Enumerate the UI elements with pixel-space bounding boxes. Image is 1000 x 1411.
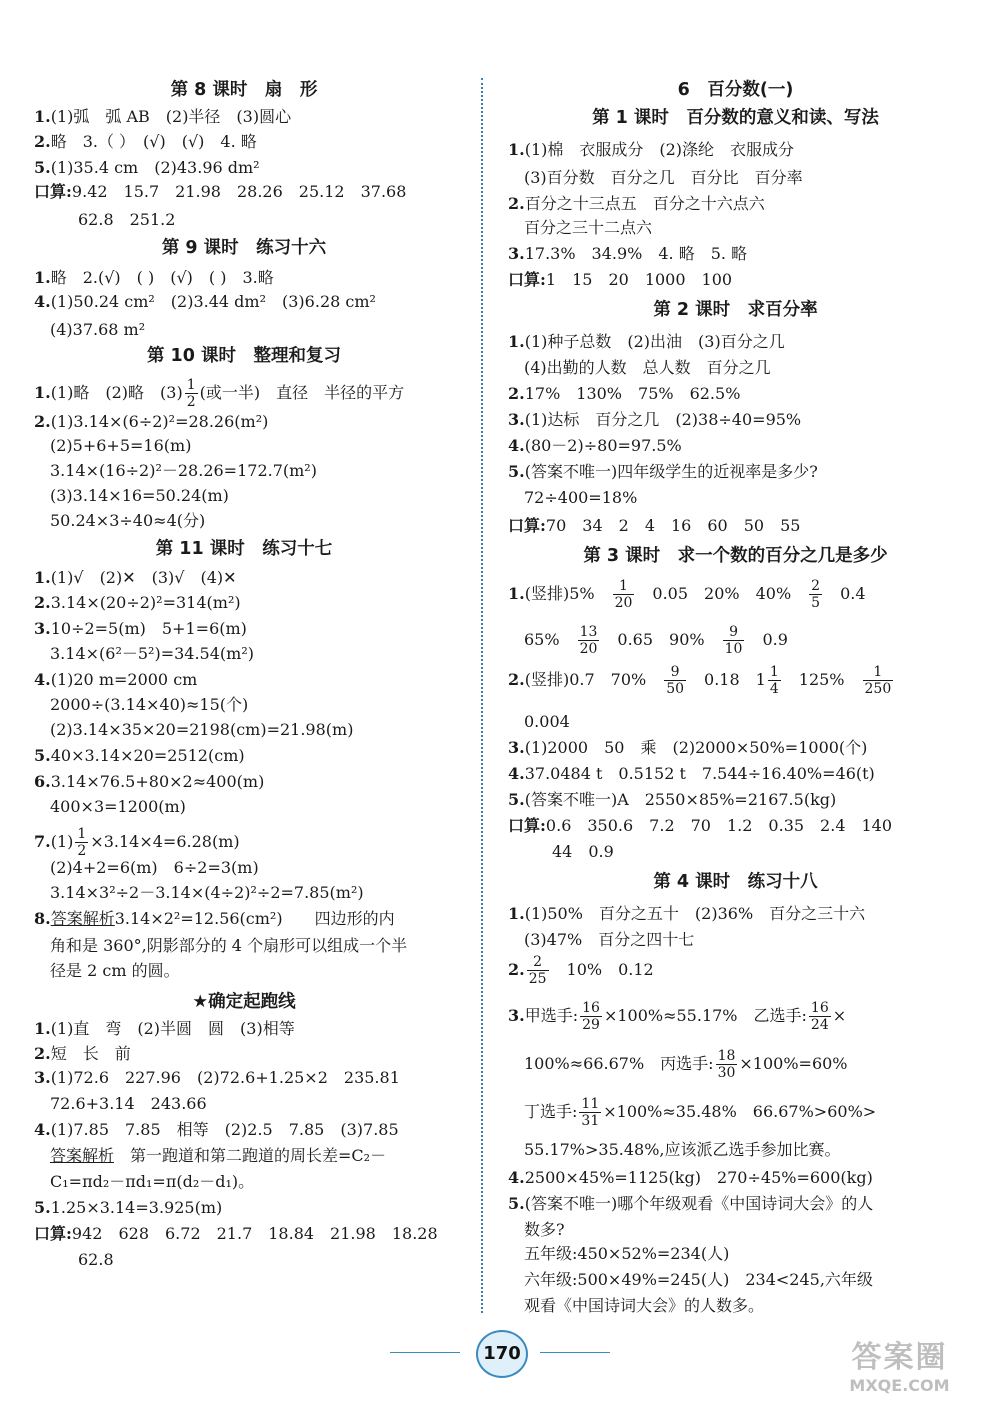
- line-text: 3.14×(20÷2)²=314(m²): [50, 593, 241, 612]
- line-text: 四边形的内: [298, 909, 395, 928]
- line-text: 第 11 课时 练习十七: [155, 539, 333, 559]
- answer-line: [34, 484, 229, 508]
- item-number: 1.: [508, 584, 525, 603]
- line-text: (1)弧 弧 AB (2)半径 (3)圆心: [50, 107, 292, 126]
- line-text: 略 2.(√) ( ) (√) ( ) 3.略: [50, 268, 274, 287]
- line-text: 百分之三十二点六: [524, 218, 653, 237]
- item-number: 1.: [34, 268, 51, 287]
- item-number: 1.: [34, 568, 51, 587]
- line-text: (1)50% 百分之五十 (2)36% 百分之三十六: [524, 904, 866, 923]
- line-text: 3.14×2²=12.56(cm²): [114, 909, 299, 928]
- fraction: $\frac{18}{30}$: [717, 1048, 736, 1081]
- footer-rule-left: [390, 1352, 460, 1353]
- line-text: 2500×45%=1125(kg) 270÷45%=600(kg): [524, 1168, 873, 1187]
- section-heading: [34, 344, 454, 368]
- item-number: 1.: [34, 107, 51, 126]
- line-text: 0.18 1: [688, 670, 766, 689]
- line-text: 125%: [782, 670, 861, 689]
- line-text: 丁选手:: [524, 1102, 578, 1121]
- line-text: ×100%≈35.48% 66.67%>60%>: [603, 1102, 877, 1121]
- section-heading: [34, 236, 454, 260]
- line-text: 0.004: [524, 712, 570, 731]
- line-text: (竖排)5%: [524, 584, 611, 603]
- fraction: $\frac{16}{24}$: [810, 1000, 829, 1033]
- item-number: 口算:: [34, 1224, 72, 1243]
- answer-line: [34, 1248, 114, 1272]
- line-text: ×100%=60%: [739, 1054, 848, 1073]
- line-text: (答案不唯一)A 2550×85%=2167.5(kg): [524, 790, 837, 809]
- answer-line: [34, 1092, 207, 1116]
- line-text: 径是 2 cm 的圆。: [50, 961, 180, 980]
- answer-line: [34, 744, 245, 768]
- item-number: 1.: [508, 332, 525, 351]
- line-text: 2000÷(3.14×40)≈15(个): [50, 695, 249, 714]
- fraction: $\frac{1}{4}$: [769, 664, 779, 697]
- line-text: (1)50.24 cm² (2)3.44 dm² (3)6.28 cm²: [50, 292, 376, 311]
- answer-line: [508, 486, 637, 510]
- answer-line: [34, 130, 257, 154]
- line-text: 50.24×3÷40≈4(分): [50, 511, 206, 530]
- line-text: 17% 130% 75% 62.5%: [524, 384, 741, 403]
- line-text: 1 15 20 1000 100: [545, 270, 733, 289]
- answer-line: [508, 840, 614, 864]
- answer-line: [508, 434, 682, 458]
- answer-line: [508, 1294, 764, 1318]
- line-text: 第 2 课时 求百分率: [653, 300, 818, 320]
- answer-line: [34, 934, 407, 958]
- answer-line: [508, 1192, 873, 1216]
- line-text: 62.8: [78, 1250, 114, 1269]
- fraction: $\frac{9}{50}$: [666, 664, 685, 697]
- answer-line: [34, 566, 237, 590]
- line-text: 1.25×3.14=3.925(m): [50, 1198, 223, 1217]
- line-text: (2)5+6+5=16(m): [50, 436, 192, 455]
- answer-line: [508, 762, 875, 786]
- answer-line: [34, 693, 248, 717]
- answer-line: [34, 617, 247, 641]
- item-number: 3.: [508, 738, 525, 757]
- item-number: 8.: [34, 909, 51, 928]
- watermark-en: MXQE.COM: [849, 1376, 950, 1395]
- answer-line: [34, 156, 260, 180]
- section-heading: [508, 870, 963, 894]
- answer-line: [508, 1218, 565, 1242]
- line-text: (竖排)0.7 70%: [524, 670, 663, 689]
- answer-line: [34, 459, 317, 483]
- column-divider: [481, 78, 483, 1313]
- line-text: (3)3.14×16=50.24(m): [50, 486, 229, 505]
- line-text: 0.4: [824, 584, 866, 603]
- line-text: 第 3 课时 求一个数的百分之几是多少: [583, 546, 888, 566]
- item-number: 3.: [34, 1068, 51, 1087]
- line-text: (1)√ (2)✕ (3)√ (4)✕: [50, 568, 237, 587]
- item-number: 5.: [34, 158, 51, 177]
- answer-line: [508, 242, 747, 266]
- answer-line: [508, 166, 803, 190]
- section-heading: [34, 537, 454, 561]
- answer-line: [508, 1242, 729, 1266]
- line-text: (或一半) 直径 半径的平方: [199, 383, 405, 402]
- line-text: 数多?: [524, 1220, 565, 1239]
- item-number: 1.: [508, 140, 525, 159]
- line-text: 72.6+3.14 243.66: [50, 1094, 207, 1113]
- item-number: 4.: [34, 292, 51, 311]
- line-text: 10÷2=5(m) 5+1=6(m): [50, 619, 247, 638]
- fraction: $\frac{1}{2}$: [186, 377, 196, 410]
- item-number: 4.: [508, 1168, 525, 1187]
- line-text: (3)47% 百分之四十七: [524, 930, 695, 949]
- fraction: $\frac{1}{250}$: [864, 664, 892, 697]
- answer-line: [508, 1268, 873, 1292]
- answer-line: [508, 382, 740, 406]
- line-text: (2)4+2=6(m) 6÷2=3(m): [50, 858, 259, 877]
- line-text: (1)2000 50 乘 (2)2000×50%=1000(个): [524, 738, 868, 757]
- line-text: 第 9 课时 练习十六: [161, 238, 327, 258]
- item-number: 5.: [508, 790, 525, 809]
- answer-line: [508, 736, 867, 760]
- answer-line: [34, 718, 353, 742]
- line-text: (1)35.4 cm (2)43.96 dm²: [50, 158, 260, 177]
- item-number: 口算:: [34, 182, 72, 201]
- answer-line: [508, 1000, 846, 1033]
- item-number: 口算:: [508, 816, 546, 835]
- line-text: 五年级:450×52%=234(人): [524, 1244, 730, 1263]
- item-number: 5.: [508, 462, 525, 481]
- section-heading: [508, 78, 963, 102]
- answer-line: [508, 138, 794, 162]
- line-text: 3.14×76.5+80×2≈400(m): [50, 772, 265, 791]
- answer-line: [34, 959, 180, 983]
- answer-line: [34, 1118, 399, 1142]
- line-text: ★确定起跑线: [192, 992, 296, 1012]
- line-text: 3.14×3²÷2－3.14×(4÷2)²÷2=7.85(m²): [50, 883, 364, 902]
- line-text: 3.14×(6²－5²)=34.54(m²): [50, 644, 254, 663]
- answer-line: [508, 710, 570, 734]
- line-text: (1)7.85 7.85 相等 (2)2.5 7.85 (3)7.85: [50, 1120, 399, 1139]
- line-text: 9.42 15.7 21.98 28.26 25.12 37.68: [71, 182, 407, 201]
- answer-line: [508, 408, 801, 432]
- answer-line: [34, 410, 268, 434]
- line-text: 55.17%>35.48%,应该派乙选手参加比赛。: [524, 1140, 841, 1159]
- section-heading: [34, 990, 454, 1014]
- line-text: C₁=πd₂－πd₁=π(d₂－d₁)。: [50, 1172, 255, 1191]
- line-text: 17.3% 34.9% 4. 略 5. 略: [524, 244, 748, 263]
- line-text: 略 3.（ ） (√) (√) 4. 略: [50, 132, 257, 151]
- line-text: ×100%≈55.17% 乙选手:: [603, 1006, 807, 1025]
- answer-line: [34, 208, 175, 232]
- line-text: 942 628 6.72 21.7 18.84 21.98 18.28: [71, 1224, 438, 1243]
- watermark-cn: 答案圈: [851, 1340, 948, 1375]
- line-text: 甲选手:: [524, 1006, 579, 1025]
- answer-line: [34, 770, 264, 794]
- answer-line: [34, 105, 291, 129]
- answer-line: [34, 642, 254, 666]
- answer-line: [34, 668, 197, 692]
- line-text: 短 长 前: [50, 1044, 131, 1063]
- item-number: 5.: [508, 1194, 525, 1213]
- line-text: 第 4 课时 练习十八: [653, 872, 818, 892]
- line-text: 第一跑道和第二跑道的周长差=C₂－: [114, 1146, 387, 1165]
- answer-line: [508, 578, 866, 611]
- answer-line: [34, 1222, 438, 1246]
- fraction: $\frac{2}{5}$: [811, 578, 821, 611]
- answer-line: [508, 268, 732, 292]
- line-text: 0.65 90%: [601, 630, 721, 649]
- page-footer: [380, 1322, 620, 1382]
- answer-line: [34, 881, 364, 905]
- item-number: 2.: [508, 960, 525, 979]
- answer-line: [508, 954, 654, 987]
- line-text: 400×3=1200(m): [50, 797, 186, 816]
- line-text: 第 8 课时 扇 形: [170, 80, 318, 100]
- item-number: 2.: [34, 132, 51, 151]
- line-text: 0.9: [746, 630, 788, 649]
- line-text: ×3.14×4=6.28(m): [90, 832, 240, 851]
- line-text: (答案不唯一)四年级学生的近视率是多少?: [524, 462, 818, 481]
- answer-line: [508, 1048, 848, 1081]
- answer-line: [508, 192, 765, 216]
- line-text: 72÷400=18%: [524, 488, 638, 507]
- answer-line: [508, 514, 800, 538]
- answer-line: [508, 928, 694, 952]
- answer-analysis-tag: 答案解析: [50, 909, 115, 928]
- fraction: $\frac{1}{20}$: [614, 578, 633, 611]
- answer-line: [508, 624, 788, 657]
- answer-line: [34, 1170, 254, 1194]
- line-text: 62.8 251.2: [78, 210, 176, 229]
- answer-line: [508, 788, 836, 812]
- answer-line: [34, 266, 274, 290]
- answer-line: [34, 1144, 386, 1168]
- section-heading: [34, 78, 454, 102]
- item-number: 4.: [34, 1120, 51, 1139]
- line-text: 10% 0.12: [550, 960, 654, 979]
- answer-line: [508, 1166, 873, 1190]
- page-number: 170: [476, 1330, 528, 1378]
- line-text: (1)20 m=2000 cm: [50, 670, 198, 689]
- line-text: (1)直 弯 (2)半圆 圆 (3)相等: [50, 1019, 295, 1038]
- line-text: (1)种子总数 (2)出油 (3)百分之几: [524, 332, 785, 351]
- line-text: (1)72.6 227.96 (2)72.6+1.25×2 235.81: [50, 1068, 400, 1087]
- line-text: 37.0484 t 0.5152 t 7.544÷16.40%=46(t): [524, 764, 875, 783]
- fraction: $\frac{13}{20}$: [579, 624, 598, 657]
- answer-line: [34, 509, 205, 533]
- line-text: 六年级:500×49%=245(人) 234<245,六年级: [524, 1270, 873, 1289]
- answer-line: [34, 1017, 295, 1041]
- answer-line: [34, 318, 145, 342]
- fraction: $\frac{16}{29}$: [582, 1000, 600, 1033]
- line-text: (1)棉 衣服成分 (2)涤纶 衣服成分: [524, 140, 795, 159]
- answer-line: [34, 856, 259, 880]
- answer-line: [34, 290, 376, 314]
- item-number: 4.: [34, 670, 51, 689]
- item-number: 5.: [34, 746, 51, 765]
- item-number: 4.: [508, 436, 525, 455]
- answer-analysis-tag: 答案解析: [50, 1146, 115, 1165]
- item-number: 5.: [34, 1198, 51, 1217]
- line-text: (3)百分数 百分之几 百分比 百分率: [524, 168, 803, 187]
- line-text: (4)出勤的人数 总人数 百分之几: [524, 358, 771, 377]
- fraction: $\frac{1}{2}$: [77, 826, 87, 859]
- answer-line: [508, 1096, 876, 1129]
- item-number: 2.: [34, 412, 51, 431]
- item-number: 1.: [34, 383, 51, 402]
- line-text: 观看《中国诗词大会》的人数多。: [524, 1296, 765, 1315]
- answer-line: [34, 1196, 222, 1220]
- answer-line: [508, 1138, 841, 1162]
- item-number: 3.: [508, 244, 525, 263]
- line-text: (1)3.14×(6÷2)²=28.26(m²): [50, 412, 269, 431]
- answer-line: [34, 826, 240, 859]
- item-number: 口算:: [508, 516, 546, 535]
- answer-line: [508, 330, 785, 354]
- answer-line: [34, 591, 241, 615]
- answer-line: [508, 216, 652, 240]
- line-text: 角和是 360°,阴影部分的 4 个扇形可以组成一个半: [50, 936, 408, 955]
- line-text: (4)37.68 m²: [50, 320, 146, 339]
- item-number: 2.: [508, 194, 525, 213]
- answer-line: [34, 907, 395, 931]
- line-text: 40×3.14×20=2512(cm): [50, 746, 245, 765]
- item-number: 7.: [34, 832, 51, 851]
- item-number: 3.: [508, 410, 525, 429]
- section-heading: [508, 298, 963, 322]
- answer-line: [34, 1042, 131, 1066]
- line-text: (1)略 (2)略 (3): [50, 383, 183, 402]
- line-text: 6 百分数(一): [677, 80, 794, 100]
- answer-line: [508, 664, 895, 697]
- item-number: 2.: [34, 1044, 51, 1063]
- fraction: $\frac{9}{10}$: [724, 624, 743, 657]
- item-number: 1.: [508, 904, 525, 923]
- line-text: 0.6 350.6 7.2 70 1.2 0.35 2.4 140: [545, 816, 893, 835]
- line-text: 70 34 2 4 16 60 50 55: [545, 516, 801, 535]
- line-text: 65%: [524, 630, 576, 649]
- line-text: 3.14×(16÷2)²－28.26=172.7(m²): [50, 461, 317, 480]
- watermark-logo: [812, 1340, 987, 1405]
- answer-line: [34, 1066, 400, 1090]
- item-number: 2.: [34, 593, 51, 612]
- line-text: 100%≈66.67% 丙选手:: [524, 1054, 714, 1073]
- section-heading: [508, 544, 963, 568]
- item-number: 2.: [508, 384, 525, 403]
- item-number: 3.: [508, 1006, 525, 1025]
- line-text: (1)达标 百分之几 (2)38÷40=95%: [524, 410, 802, 429]
- line-text: 第 10 课时 整理和复习: [146, 346, 342, 366]
- line-text: (1): [50, 832, 74, 851]
- line-text: 第 1 课时 百分数的意义和读、写法: [592, 108, 879, 128]
- answer-line: [34, 434, 191, 458]
- section-heading: [508, 106, 963, 130]
- line-text: (80－2)÷80=97.5%: [524, 436, 682, 455]
- line-text: 0.05 20% 40%: [636, 584, 808, 603]
- answer-line: [34, 795, 186, 819]
- answer-line: [508, 356, 771, 380]
- fraction: $\frac{11}{31}$: [581, 1096, 600, 1129]
- answer-line: [508, 460, 818, 484]
- line-text: 百分之十三点五 百分之十六点六: [524, 194, 765, 213]
- answer-line: [34, 377, 404, 410]
- item-number: 1.: [34, 1019, 51, 1038]
- item-number: 口算:: [508, 270, 546, 289]
- item-number: 3.: [34, 619, 51, 638]
- line-text: 44 0.9: [552, 842, 614, 861]
- item-number: 6.: [34, 772, 51, 791]
- answer-line: [34, 180, 406, 204]
- item-number: 4.: [508, 764, 525, 783]
- footer-rule-right: [540, 1352, 610, 1353]
- answer-line: [508, 902, 865, 926]
- line-text: ×: [832, 1006, 847, 1025]
- item-number: 2.: [508, 670, 525, 689]
- fraction: $\frac{2}{25}$: [528, 954, 547, 987]
- line-text: (答案不唯一)哪个年级观看《中国诗词大会》的人: [524, 1194, 874, 1213]
- answer-line: [508, 814, 892, 838]
- line-text: (2)3.14×35×20=2198(cm)=21.98(m): [50, 720, 354, 739]
